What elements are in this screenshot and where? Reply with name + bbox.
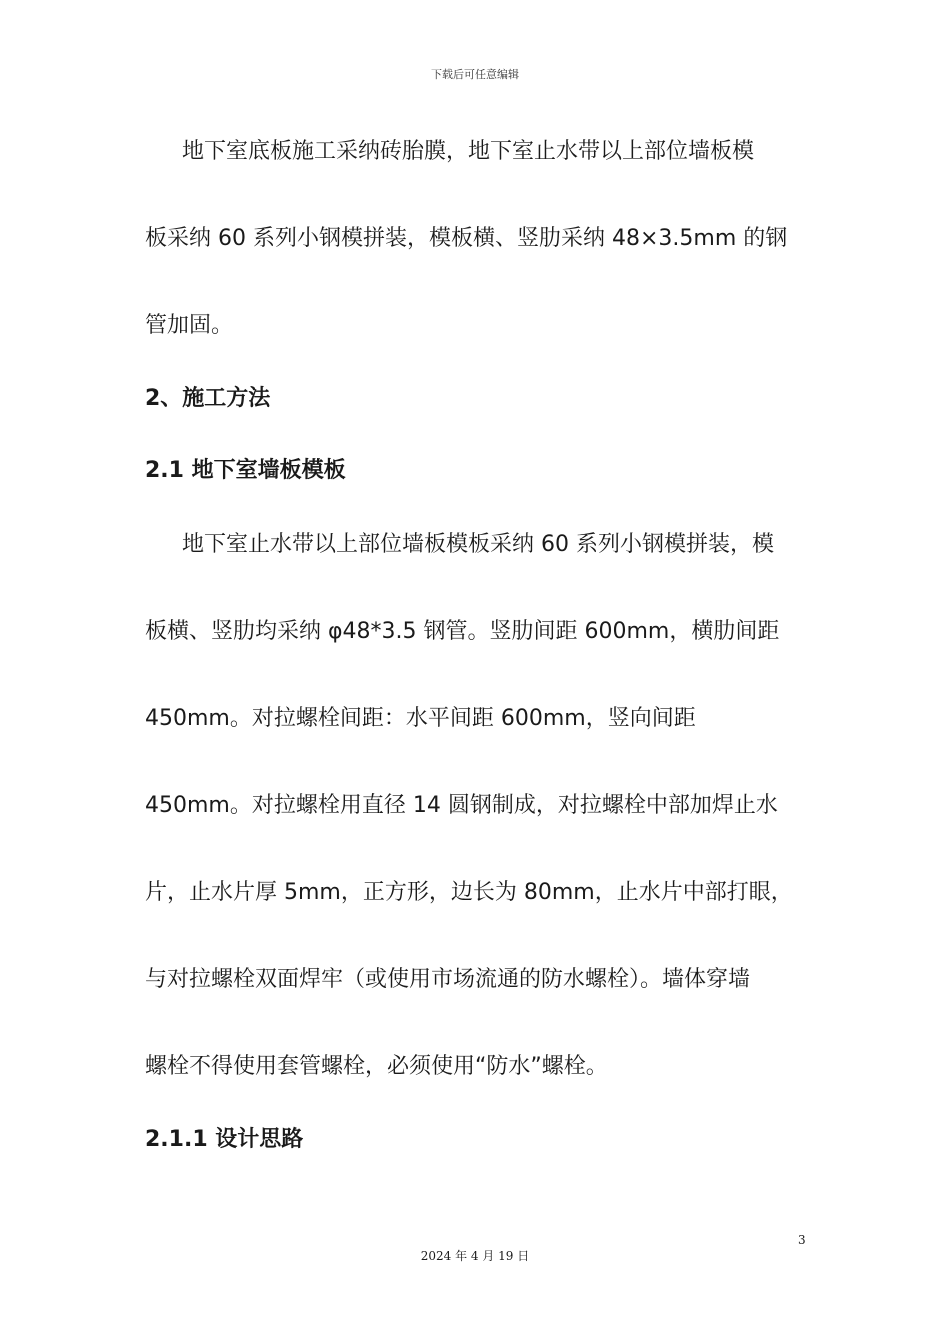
section-heading: 2、施工方法	[145, 386, 271, 411]
paragraph-line: 地下室底板施工采纳砖胎膜，地下室止水带以上部位墙板模	[182, 139, 755, 164]
page-number: 3	[798, 1233, 806, 1247]
subsection-heading: 2.1 地下室墙板模板	[145, 458, 346, 483]
paragraph-line: 与对拉螺栓双面焊牢（或使用市场流通的防水螺栓）。墙体穿墙	[145, 967, 751, 992]
paragraph-line: 片，止水片厚 5mm，正方形，边长为 80mm，止水片中部打眼，	[145, 880, 793, 905]
page-footer-date: 2024 年 4 月 19 日	[420, 1249, 530, 1263]
paragraph-line: 管加固。	[145, 313, 234, 338]
subsubsection-heading: 2.1.1 设计思路	[145, 1127, 304, 1152]
paragraph-line: 地下室止水带以上部位墙板模板采纳 60 系列小钢模拼装，模	[182, 532, 774, 557]
paragraph-line: 板采纳 60 系列小钢模拼装，模板横、竖肋采纳 48×3.5mm 的钢	[145, 226, 788, 251]
page-header: 下载后可任意编辑	[431, 68, 519, 81]
paragraph-line: 螺栓不得使用套管螺栓，必须使用“防水”螺栓。	[145, 1054, 608, 1079]
paragraph-line: 450mm。对拉螺栓间距：水平间距 600mm，竖向间距	[145, 706, 696, 731]
paragraph-line: 450mm。对拉螺栓用直径 14 圆钢制成，对拉螺栓中部加焊止水	[145, 793, 778, 818]
paragraph-line: 板横、竖肋均采纳 φ48*3.5 钢管。竖肋间距 600mm，横肋间距	[145, 619, 780, 644]
